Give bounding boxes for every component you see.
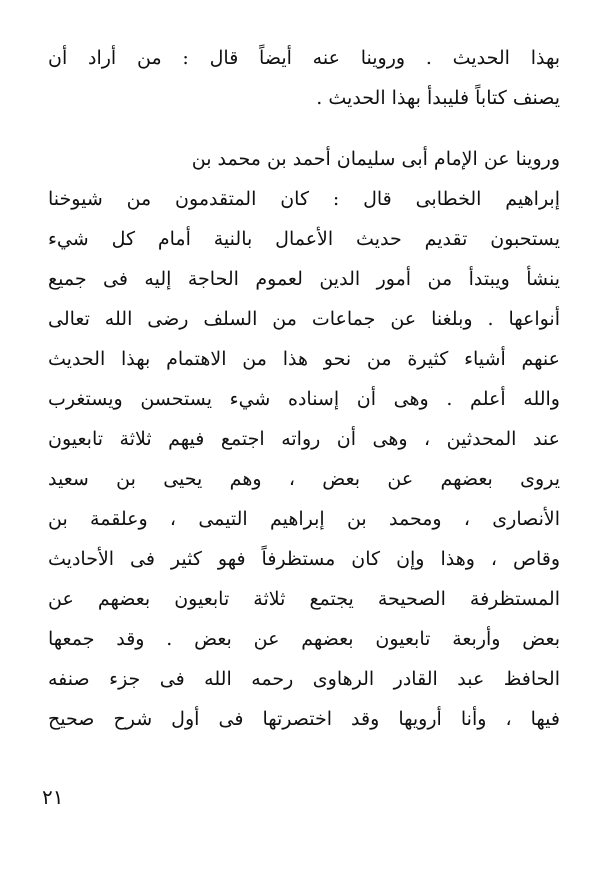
text-line: يصنف كتاباً فليبدأ بهذا الحديث . xyxy=(316,87,560,109)
text-line: فيها ، وأنا أرويها وقد اختصرتها فى أول شرح صحيح xyxy=(48,708,560,730)
paragraph-1 xyxy=(48,38,560,118)
text-line: والله أعلم . وهى أن إسناده شيء يستحسن ويستغرب xyxy=(48,388,560,410)
text-line: وروينا عن الإمام أبى سليمان أحمد بن محمد بن xyxy=(191,148,560,170)
text-line: يروى بعضهم عن بعض ، وهم يحيى بن سعيد xyxy=(48,468,560,490)
text-line: أنواعها . وبلغنا عن جماعات من السلف رضى الله تعالى xyxy=(48,308,560,330)
text-line: عنهم أشياء كثيرة من نحو هذا من الاهتمام بهذا الحديث xyxy=(48,348,560,370)
text-line: ينشأ ويبتدأ من أمور الدين لعموم الحاجة إليه فى جميع xyxy=(48,268,560,290)
text-line: وقاص ، وهذا وإن كان مستظرفاً فهو كثير فى الأحاديث xyxy=(48,548,560,570)
page-number: ٢١ xyxy=(42,785,64,809)
paragraph-2 xyxy=(48,139,560,739)
text-line: الحافظ عبد القادر الرهاوى رحمه الله فى جزء صنفه xyxy=(48,668,560,690)
text-line: بهذا الحديث . وروينا عنه أيضاً قال : من أراد أن xyxy=(48,47,560,69)
text-line: يستحبون تقديم حديث الأعمال بالنية أمام كل شيء xyxy=(48,228,560,250)
text-line: الأنصارى ، ومحمد بن إبراهيم التيمى ، وعلقمة بن xyxy=(48,508,560,530)
text-line: إبراهيم الخطابى قال : كان المتقدمون من شيوخنا xyxy=(48,188,560,210)
text-line: بعض وأربعة تابعيون بعضهم عن بعض . وقد جمعها xyxy=(48,628,560,650)
text-line: المستظرفة الصحيحة يجتمع ثلاثة تابعيون بعضهم عن xyxy=(48,588,560,610)
text-line: عند المحدثين ، وهى أن رواته اجتمع فيهم ثلاثة تابعيون xyxy=(48,428,560,450)
